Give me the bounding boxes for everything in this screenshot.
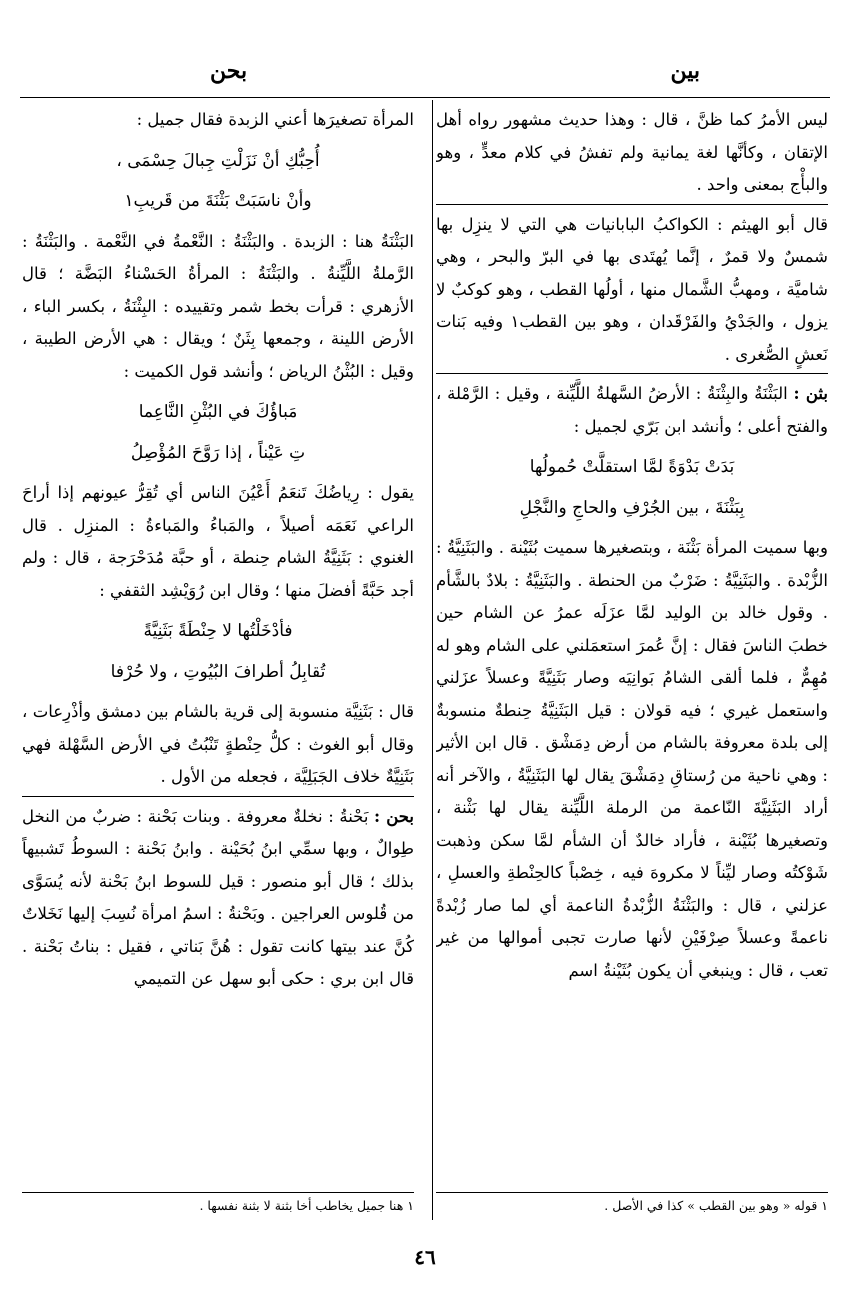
entry-headword: بحن : — [374, 806, 414, 826]
footnote-right: ١ قوله « وهو بين القطب » كذا في الأصل . — [436, 1192, 828, 1215]
verse-line: بَدَتْ بَدْوَةً لمَّا استقلَّتْ حُمولُها — [529, 457, 735, 477]
verse-line: تُقابِلُ أطرافَ البُيُوتِ ، ولا حُرْفا — [110, 661, 326, 682]
verse-line: وأنْ ناسَبَتْ بَثْنَةَ من قَريبِ١ — [124, 191, 312, 211]
running-head-right: بين — [670, 58, 700, 84]
verse-line: بِبَثْنَةَ ، بين الجُرْفِ والحاجِ والنَّجْلِ — [519, 497, 745, 518]
right-column — [436, 104, 828, 1186]
left-paragraph-5: بَحْنةُ : نخلةٌ معروفة . وبنات بَحْنة : ضربٌ من النخل طِوالٌ ، وبها سمِّي ابنُ بُحَيْنة . وابنُ بَحْنة : السوطُ تَشبيهاً بذلك ؛ قال أبو منصور : قيل للسوط ابنُ بَحْنة لأنه يُسَوَّى من قُلوس العراجين . وبَحْنةُ : اسمُ امرأة نُسِبَ إليها نَخَلاتٌ كُنَّ عند بيتها كانت تقول : هُنَّ بَناتي ، فقيل : بناتُ بَحْنة . قال ابن بري : حكى أبو سهل عن التميمي — [22, 806, 414, 988]
column-divider — [432, 100, 433, 1220]
verse-line: فأدْخَلْتُها لا حِنْطَةً بَثَنِيَّةً — [143, 621, 293, 641]
verse-line: أُحِبُّكِ أنْ نَزَلْتِ جِبالَ حِسْمَى ، — [116, 150, 320, 171]
page-number: ٤٦ — [414, 1245, 436, 1269]
running-head-left: بحن — [210, 58, 248, 84]
entry-bahan — [22, 801, 414, 996]
entry-headword: بثن : — [793, 384, 828, 403]
header-rule — [20, 97, 830, 98]
right-paragraph-4: وبها سميت المرأة بَثْنَة ، وبتصغيرها سميت بُثَيْنة . والبَثَنِيَّةُ : الزُّبْدة . والبَثَنِيَّةُ : ضَرْبٌ من الحنطة . والبَثَنِيَّةُ : بلادٌ بالشَّأم . وقول خالد بن الوليد لمَّا عزَلَه عمرُ عن الشام حين خطبَ الناسَ فقال : إنَّ عُمرَ استعمَلني على الشام وهو له مُهِمٌّ ، فلما ألقى الشامُ بَوانِيَه وصار بَثَنِيَّةً وعسلاً عزَلني واستعمل غيري ؛ فيه قولان : قيل البَثَنِيَّةُ حِنطةٌ منسوبةٌ إلى بلدة معروفة بالشام من أرض دِمَشْق . قال ابن الأثير : وهي ناحية من رُستاقِ دِمَشْقَ يقال لها البَثَنِيَّةُ ، والآخر أنه أراد البَثَنِيَّةَ النّاعمة من الرملة اللَّيِّنة يقال لها بَثْنة ، وتصغيرها بُثَيْنة ، فأراد خالدٌ أن الشأم لمَّا سكن وذهبت شَوْكتُه وصار ليِّناً لا مكروهَ فيه ، خِصْباً كالحِنْطةِ والعسلِ ، عزلني ، قال : والبَثْنَةُ الزُّبْدةُ الناعمة أي لما صار زُبْدةً ناعمةً وعسلاً صِرْفَيْنِ لأنها صارت تجبى أموالها من غير تعب ، قال : وينبغي أن يكون بُثَيْنةُ اسم — [436, 538, 828, 980]
left-paragraph-2: البَثْنَةُ هنا : الزبدة . والبَثْنَةُ : النَّعْمةُ في النَّعْمة . والبَثْنَةُ : الرَّملةُ اللَّيِّنةُ . والبَثْنَةُ : المرأةُ الحَسْناءُ البَضَّة ؛ قال الأزهري : قرأت بخط شمر وتقييده : البِثْنَةُ ، بكسر الباء ، الأرض اللينة ، وجمعها بِثَنٌ ؛ ويقال : هي الأرض الطيبة ، وقيل : البُثْنُ الرياض ؛ وأنشد قول الكميت : — [22, 231, 414, 381]
paragraph-rule — [436, 204, 828, 205]
entry-rule — [22, 796, 414, 797]
verse-line: تِ عَيْناً ، إذا رَوَّحَ المُؤْصِلُ — [130, 442, 306, 463]
left-paragraph-4: قال : بَثَنِيَّة منسوبة إلى قرية بالشام بين دمشق وأذْرِعات ، وقال أبو الغوث : كلُّ حِنْطةٍ تَنْبُتُ في الأرض السَّهْلة فهي بَثَنِيَّةٌ خلاف الجَبَلِيَّة ، فجعله من الأول . — [22, 702, 414, 786]
right-paragraph-2: قال أبو الهيثم : الكواكبُ البابانيات هي التي لا ينزِل بها شمسٌ ولا قمرٌ ، إنَّما يُهتَدى بها في البرّ والبحر ، وهي شاميَّة ، ومهبُّ الشَّمال منها ، أولُها القطب ، وهو كوكبٌ لا يزول ، والجَدْيُ والفَرْقَدان ، وهو بين القطب١ وفيه بَنات نَعشٍ الصُّغرى . — [436, 214, 828, 364]
footnote-left: ١ هنا جميل يخاطب أخا بثنة لا بثنة نفسها . — [22, 1192, 414, 1215]
right-paragraph-1: ليس الأمرُ كما ظنَّ ، قال : وهذا حديث مشهور رواه أهل الإتقان ، وكأنَّها لغة يمانية ولم تفشُ في كلام معدٍّ ، وهو والبأْج بمعنى واحد . — [436, 110, 828, 194]
right-paragraph-3: البَثْنَةُ والبِثْنَةُ : الأرضُ السَّهلةُ اللَّيِّنة ، وقيل : الرَّمْلة ، والفتح أعلى ؛ وأنشد ابن بَرّي لجميل : — [436, 384, 828, 436]
left-paragraph-1: المرأة تصغيرَها أعني الزبدة فقال جميل : — [136, 110, 414, 129]
entry-rule — [436, 373, 828, 374]
left-column — [22, 104, 414, 1186]
entry-bathan — [436, 378, 828, 443]
verse-line: مَباؤُكَ في البُثْنِ النَّاعِما — [138, 402, 298, 422]
left-paragraph-3: يقول : رِياضُكَ تَنعَمُ أَعْيُنَ الناس أي تُقِرُّ عيونهم إذا أراحَ الراعي نَعَمَه أصيلاً ، والمَباءُ والمَباءةُ : المنزِل . قال الغنوي : بَثَنِيَّةُ الشام حِنطة ، أو حبَّة مُدَحْرَجة ، قال : ولم أجد حَبَّةً أفضلَ منها ؛ وقال ابن رُوَيْشِد الثقفي : — [22, 483, 414, 600]
